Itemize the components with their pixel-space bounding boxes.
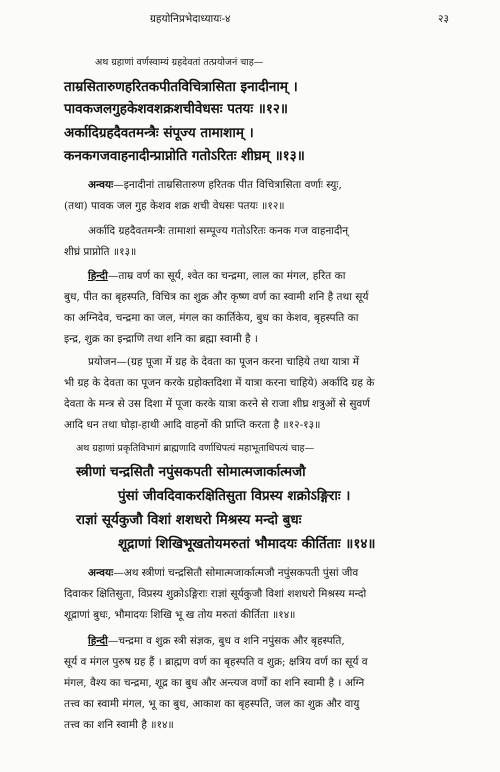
page-number: २३ <box>438 13 449 25</box>
hindi-label-2: हिन्दी <box>88 635 108 647</box>
anvaya-14-line-1: अन्वयः—अथ स्त्रीणां चन्द्रसितौ सोमात्मजार्कात्मजौ नपुंसकपती पुंसां जीव <box>88 567 359 579</box>
anvaya-label: अन्वयः <box>88 179 114 191</box>
hindi-14-line-3: मंगल, वैश्य का चन्द्रमा, शूद्र का बुध और अन्त्यज वर्णों का शनि स्वामी है । अग्नि <box>64 677 365 689</box>
prayojan-line-4: आदि धन तथा घोड़ा-हाथी आदि वाहनों की प्राप्ति करता है ॥१२-१३॥ <box>64 419 321 431</box>
anvaya-14-line-3: शूद्राणां बुधः, भौमादयः शिखि भू ख तोय मरुतां कीर्तिता ॥१४॥ <box>64 609 296 621</box>
verse-14-line-4: शूद्राणां शिखिभूखतोयमरुतां भौमादयः कीर्तिताः ॥१४॥ <box>118 536 376 552</box>
anvaya-12-line-2: (तथा) पावक जल गुह केशव शक्र शची वेधसः पतयः ॥१२॥ <box>64 200 285 212</box>
hindi-14-line-1: हिन्दी—चन्द्रमा व शुक्र स्त्री संज्ञक, बुध व शनि नपुंसक और बृहस्पति, <box>88 635 345 647</box>
hindi-12-line-4: इन्द्र, शुक्र का इन्द्राणि तथा शनि का ब्रह्मा स्वामी है । <box>64 333 258 345</box>
verse-14-line-2: पुंसां जीवदिवाकरक्षितिसुता विप्रस्य शक्रोऽङ्गिराः । <box>118 488 351 504</box>
anvaya-14-line-2: दिवाकर क्षितिसुता, विप्रस्य शुक्रोऽङ्गिराः राज्ञां सूर्यकुजौ विशां शशधरो मिश्रस्य मन्दो <box>64 588 367 600</box>
verse-13-line-2: कनकगजवाहनादीन्प्राप्नोति गतोऽरितः शीघ्रम् ॥१३॥ <box>64 148 305 164</box>
verse-12-line-2: पावकजलगुहकेशवशक्रशचीवेधसः पतयः ॥१२॥ <box>64 101 289 117</box>
prayojan-line-2: भी ग्रह के देवता का पूजन करके ग्रहोक्तदिशा में यात्रा करना चाहिये) अर्कादि ग्रह के <box>64 377 375 389</box>
section-intro-2: अथ ग्रहाणां प्रकृतिविभागं ब्राह्मणादि वर्णाधिपत्यं महाभूताधिपत्यं चाह— <box>76 443 315 454</box>
hindi-14-line-2: सूर्य व मंगल पुरुष ग्रह हैं । ब्राह्मण वर्ण का बृहस्पति व शुक्र; क्षत्रिय वर्ण का सूर्य व <box>64 656 368 668</box>
running-header-title: ग्रहयोनिप्रभेदाध्यायः-४ <box>150 13 231 25</box>
verse-13-line-1: अर्कादिग्रहदैवतमन्त्रैः संपूज्य तामाशाम् । <box>64 125 254 141</box>
prayojan-line-3: देवता के मन्त्र से उस दिशा में पूजा करके यात्रा करने से राजा शीघ्र शत्रुओं से सुवर्ण <box>64 398 370 410</box>
hindi-14-line-5: तत्त्व का शनि स्वामी है ॥१४॥ <box>64 719 174 731</box>
anvaya-13-line-1: अर्कादि ग्रहदैवतमन्त्रैः तामाशां सम्पूज्य गतोऽरितः कनक गज वाहनादीन् <box>88 225 349 237</box>
verse-14-line-3: राज्ञां सूर्यकुजौ विशां शशधरो मिश्रस्य मन्दो बुधः <box>76 512 302 528</box>
hindi-label: हिन्दी <box>88 270 108 282</box>
prayojan-line-1: प्रयोजन—(ग्रह पूजा में ग्रह के देवता का पूजन करना चाहिये तथा यात्रा में <box>88 356 360 368</box>
anvaya-12-line-1: अन्वयः—इनादीनां ताम्रसितारुण हरितक पीत विचित्रासिता वर्णाः स्युः, <box>88 179 342 191</box>
hindi-12-line-3: का अग्निदेव, चन्द्रमा का जल, मंगल का कार्तिकेय, बुध का केशव, बृहस्पति का <box>64 312 359 324</box>
verse-14-line-1: स्त्रीणां चन्द्रसितौ नपुंसकपती सोमात्मजार्कात्मजौ <box>76 464 306 480</box>
hindi-14-line-4: तत्त्व का स्वामी मंगल, भू का बुध, आकाश का बृहस्पति, जल का शुक्र और वायु <box>64 698 360 710</box>
section-intro: अथ ग्रहाणां वर्णस्वाम्यं ग्रहदेवतां तत्प्रयोजनं चाह— <box>95 57 264 68</box>
hindi-12-line-1: हिन्दी—ताम्र वर्ण का सूर्य, श्वेत का चन्द्रमा, लाल का मंगल, हरित का <box>88 270 346 282</box>
anvaya-13-line-2: शीघ्रं प्राप्नोति ॥१३॥ <box>64 246 137 258</box>
hindi-12-line-2: बुध, पीत का बृहस्पति, विचित्र का शुक्र और कृष्ण वर्ण का स्वामी शनि है तथा सूर्य <box>64 291 369 303</box>
verse-12-line-1: ताम्रसितारुणहरितकपीतविचित्रासिता इनादीनाम् । <box>64 79 298 95</box>
anvaya-label-2: अन्वयः <box>88 567 114 579</box>
